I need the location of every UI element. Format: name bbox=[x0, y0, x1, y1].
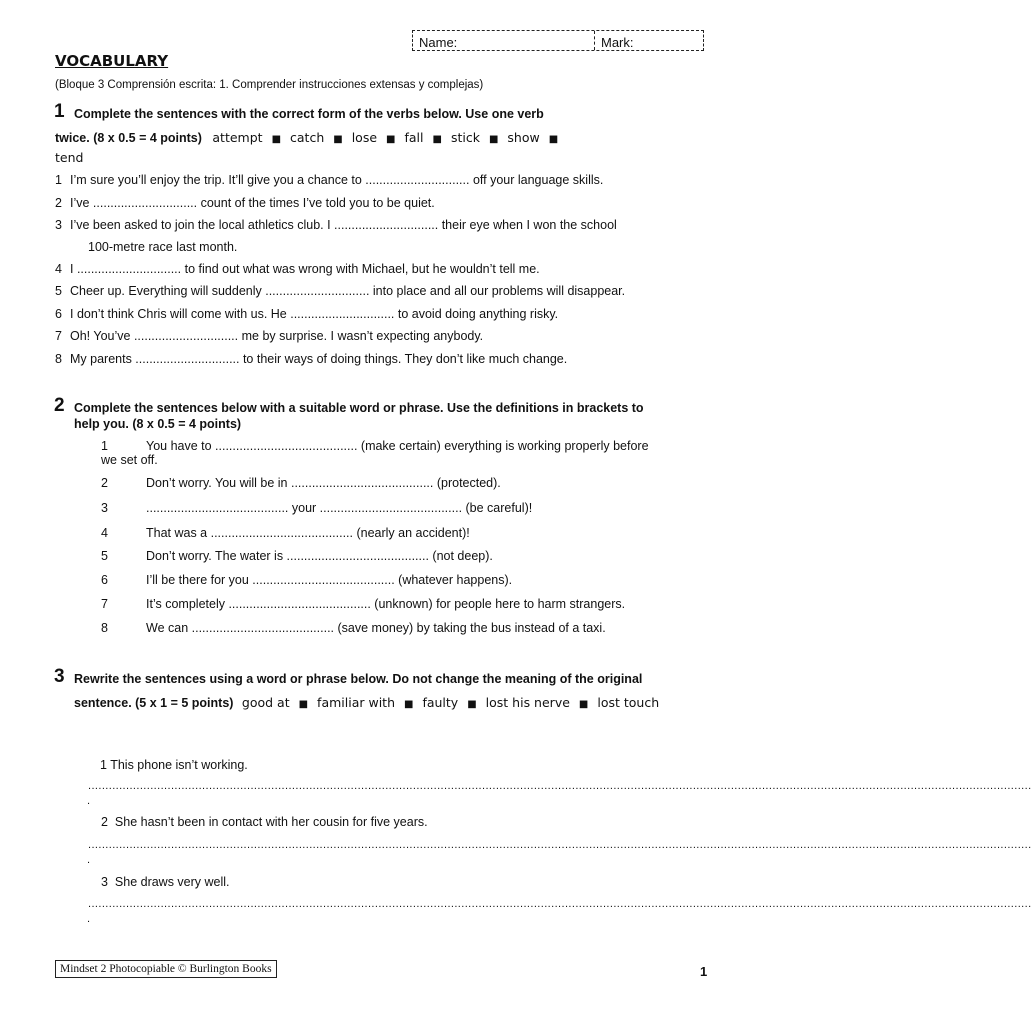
square-bullet-icon: ■ bbox=[467, 699, 477, 710]
word-familiar-with: familiar with bbox=[317, 695, 395, 710]
word-lose: lose bbox=[351, 130, 378, 145]
exercise-1-item[interactable]: 7 Oh! You’ve .............................. me by surprise. I wasn’t expecting anybody. bbox=[55, 329, 484, 343]
word-tend: tend bbox=[55, 150, 84, 165]
square-bullet-icon: ■ bbox=[578, 699, 589, 710]
square-bullet-icon: ■ bbox=[386, 134, 396, 145]
name-field[interactable] bbox=[413, 31, 595, 50]
word-attempt: attempt bbox=[212, 130, 263, 145]
line-end-dot: . bbox=[87, 854, 91, 866]
exercise-2-instruction-line1: Complete the sentences below with a suitable word or phrase. Use the definitions in brackets to bbox=[74, 401, 644, 415]
exercise-1-item[interactable]: 8 My parents .............................. to their ways of doing things. They don’t like much change. bbox=[55, 352, 568, 366]
square-bullet-icon: ■ bbox=[548, 134, 559, 145]
exercise-2-item[interactable]: 3 ......................................... your ......................................... (be careful)! bbox=[101, 501, 533, 515]
exercise-3-number: 3 bbox=[54, 666, 65, 687]
mark-field[interactable] bbox=[595, 31, 703, 50]
exercise-2-item[interactable]: 1 You have to ......................................... (make certain) everything is working properly before bbox=[101, 439, 649, 453]
exercise-3-points: sentence. (5 x 1 = 5 points) bbox=[74, 696, 234, 710]
square-bullet-icon: ■ bbox=[298, 699, 309, 710]
exercise-2-item[interactable]: 8 We can ......................................... (save money) by taking the bus instead of a taxi. bbox=[101, 621, 606, 635]
exercise-1-instruction-line1: Complete the sentences with the correct form of the verbs below. Use one verb bbox=[74, 107, 544, 121]
exercise-3-instruction-line1: Rewrite the sentences using a word or phrase below. Do not change the meaning of the original bbox=[74, 672, 643, 686]
page-number: 1 bbox=[700, 964, 708, 979]
exercise-2-item-continuation: we set off. bbox=[101, 453, 158, 467]
word-lost-touch: lost touch bbox=[597, 695, 660, 710]
name-label: Name: bbox=[419, 35, 458, 50]
exercise-1-number: 1 bbox=[54, 101, 65, 122]
exercise-1-item[interactable]: 6 I don’t think Chris will come with us. He .............................. to avoid doing anything risky. bbox=[55, 307, 559, 321]
square-bullet-icon: ■ bbox=[271, 134, 282, 145]
exercise-1-item[interactable]: 3 I’ve been asked to join the local athletics club. I .............................. their eye when I won the school bbox=[55, 218, 617, 232]
exercise-3-item: 1 This phone isn’t working. bbox=[100, 758, 248, 772]
answer-line[interactable]: ................................................................................................................................................................................................................................................................................. bbox=[88, 780, 1032, 792]
page-title: VOCABULARY bbox=[55, 52, 169, 70]
exercise-3-item: 2 She hasn’t been in contact with her cousin for five years. bbox=[101, 815, 428, 829]
exercise-1-item[interactable]: 1 I’m sure you’ll enjoy the trip. It’ll give you a chance to .............................. off your language skills. bbox=[55, 173, 604, 187]
word-good-at: good at bbox=[241, 695, 290, 710]
exercise-1-item-continuation: 100-metre race last month. bbox=[88, 240, 238, 254]
exercise-2-item[interactable]: 2 Don’t worry. You will be in ......................................... (protected). bbox=[101, 476, 501, 490]
square-bullet-icon: ■ bbox=[432, 134, 442, 145]
exercise-2-number: 2 bbox=[54, 395, 65, 416]
exercise-1-points: twice. (8 x 0.5 = 4 points) bbox=[55, 131, 202, 145]
word-catch: catch bbox=[290, 130, 325, 145]
exercise-2-item[interactable]: 6 I’ll be there for you ......................................... (whatever happens). bbox=[101, 573, 513, 587]
exercise-1-item[interactable]: 4 I .............................. to find out what was wrong with Michael, but he wouldn’t tell me. bbox=[55, 262, 540, 276]
page-subtitle: (Bloque 3 Comprensión escrita: 1. Comprender instrucciones extensas y complejas) bbox=[55, 79, 484, 91]
word-show: show bbox=[507, 130, 540, 145]
exercise-1-instruction-line2 bbox=[55, 129, 567, 147]
name-mark-box bbox=[412, 30, 704, 51]
mark-label: Mark: bbox=[601, 35, 634, 50]
exercise-2-item[interactable]: 7 It’s completely ......................................... (unknown) for people here to harm strangers. bbox=[101, 597, 626, 611]
square-bullet-icon: ■ bbox=[333, 134, 343, 145]
word-lost-his-nerve: lost his nerve bbox=[485, 695, 570, 710]
exercise-3-item: 3 She draws very well. bbox=[101, 875, 230, 889]
answer-line[interactable]: ................................................................................................................................................................................................................................................................................. bbox=[88, 898, 1032, 910]
square-bullet-icon: ■ bbox=[404, 699, 414, 710]
line-end-dot: . bbox=[87, 795, 91, 807]
exercise-1-item[interactable]: 2 I’ve .............................. count of the times I’ve told you to be quiet. bbox=[55, 196, 435, 210]
answer-line[interactable]: ................................................................................................................................................................................................................................................................................. bbox=[88, 839, 1032, 851]
exercise-2-instruction-line2: help you. (8 x 0.5 = 4 points) bbox=[74, 417, 242, 431]
word-fall: fall bbox=[404, 130, 424, 145]
exercise-3-word-bank bbox=[242, 695, 659, 710]
exercise-3-instruction-line2 bbox=[74, 694, 659, 712]
word-stick: stick bbox=[450, 130, 480, 145]
exercise-1-word-bank bbox=[212, 130, 567, 145]
line-end-dot: . bbox=[87, 913, 91, 925]
square-bullet-icon: ■ bbox=[488, 134, 499, 145]
exercise-1-item[interactable]: 5 Cheer up. Everything will suddenly .............................. into place and all our problems will disappear. bbox=[55, 284, 626, 298]
exercise-2-item[interactable]: 5 Don’t worry. The water is ......................................... (not deep). bbox=[101, 549, 493, 563]
copyright-footer: Mindset 2 Photocopiable © Burlington Books bbox=[55, 960, 277, 978]
word-faulty: faulty bbox=[422, 695, 459, 710]
exercise-2-item[interactable]: 4 That was a ......................................... (nearly an accident)! bbox=[101, 526, 470, 540]
